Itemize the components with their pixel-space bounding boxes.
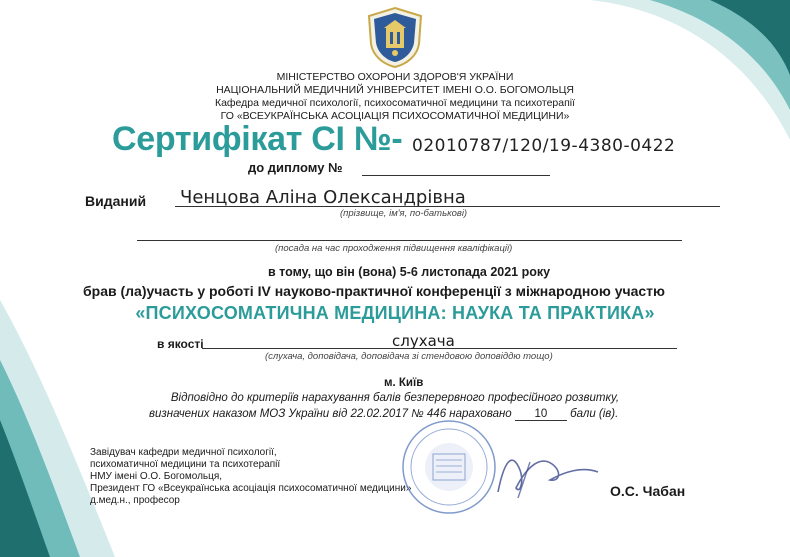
diploma-label: до диплому № <box>248 160 343 175</box>
certificate-title: Сертифікат СІ №- <box>112 120 403 158</box>
date-line: в тому, що він (вона) 5-6 листопада 2021 року <box>268 265 551 279</box>
points-suffix: бали (ів). <box>570 408 619 420</box>
role-value: слухача <box>392 332 455 350</box>
university-heading: НАЦІОНАЛЬНИЙ МЕДИЧНИЙ УНІВЕРСИТЕТ ІМЕНІ О.О. БОГОМОЛЬЦЯ <box>216 84 574 96</box>
diploma-number-line <box>362 175 550 176</box>
handwritten-signature <box>490 442 605 504</box>
criteria-line-2 <box>149 408 618 421</box>
issued-label: Виданий <box>85 193 147 209</box>
points-value: 10 <box>515 408 567 421</box>
department-heading: Кафедра медичної психології, психосоматичної медицини та психотерапії <box>214 97 576 109</box>
signatory-line-1: Завідувач кафедри медичної психології, <box>90 447 277 458</box>
city: м. Київ <box>384 377 424 389</box>
ministry-heading: МІНІСТЕРСТВО ОХОРОНИ ЗДОРОВ'Я УКРАЇНИ <box>276 71 514 83</box>
signatory-block <box>90 447 411 507</box>
signatory-name: О.С. Чабан <box>610 483 686 499</box>
signatory-line-3: НМУ імені О.О. Богомольця, <box>90 471 223 482</box>
holder-name-line <box>175 206 720 207</box>
conference-topic: «ПСИХОСОМАТИЧНА МЕДИЦИНА: НАУКА ТА ПРАКТИКА» <box>135 303 655 323</box>
university-emblem-logo <box>365 6 425 68</box>
signatory-line-5: д.мед.н., професор <box>90 495 180 506</box>
participation-line: брав (ла)участь у роботі IV науково-практичної конференції з міжнародною участю <box>83 283 665 299</box>
position-line <box>137 240 682 241</box>
role-label: в якості <box>157 337 204 351</box>
name-hint: (прізвище, ім'я, по-батькові) <box>340 208 468 219</box>
criteria-line-1: Відповідно до критеріїв нарахування балів безперервного професійного розвитку, <box>170 392 620 404</box>
signatory-line-2: психоматичної медицини та психотерапії <box>90 459 281 470</box>
signatory-line-4: Президент ГО «Всеукраїнська асоціація психосоматичної медицини» <box>90 483 412 494</box>
corner-decoration-bottom-left <box>0 300 120 557</box>
position-hint: (посада на час проходження підвищення кваліфікації) <box>275 243 513 254</box>
certificate-number: 02010787/120/19-4380-0422 <box>412 136 676 156</box>
role-hint: (слухача, доповідача, доповідача зі стендовою доповіддю тощо) <box>265 351 553 362</box>
association-heading: ГО «ВСЕУКРАЇНСЬКА АСОЦІАЦІЯ ПСИХОСОМАТИЧНОЇ МЕДИЦИНИ» <box>220 110 570 122</box>
holder-name: Ченцова Аліна Олександрівна <box>180 187 466 208</box>
official-stamp <box>400 418 498 516</box>
criteria-order-text: визначених наказом МОЗ України від 22.02.2017 № 446 нараховано <box>149 408 512 420</box>
